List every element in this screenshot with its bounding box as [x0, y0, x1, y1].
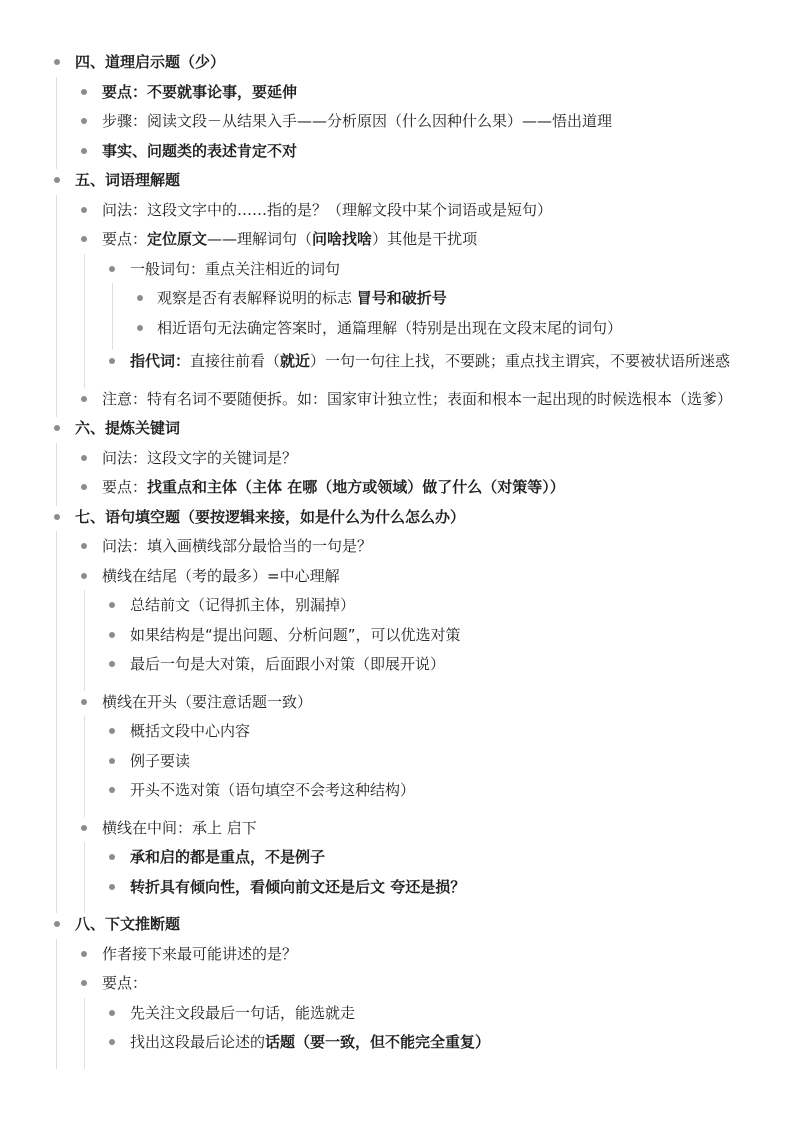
bullet-dot-icon	[81, 951, 87, 957]
bullet-dot-icon	[81, 980, 87, 986]
outline-item-row	[0, 535, 800, 565]
outline-item-level-2	[0, 1031, 800, 1061]
bullet-dot-icon	[109, 266, 115, 272]
outline-item-row	[0, 199, 800, 229]
emphasis-text: 定位原文	[147, 230, 208, 248]
outline-item-row	[0, 258, 800, 288]
outline-item-row	[0, 1002, 800, 1032]
outline-item-row	[0, 565, 800, 595]
plain-text: ）一句一句往上找，不要跳；重点找主谓宾，不要被状语所迷惑	[310, 352, 731, 370]
outline-item-level-2	[0, 750, 800, 780]
outline-item-level-2	[0, 258, 800, 351]
outline-item-row	[0, 110, 800, 140]
outline-item-text	[102, 691, 758, 713]
outline-item-text	[130, 653, 758, 675]
outline-item-level-0	[0, 169, 800, 417]
outline-item-level-1	[0, 565, 800, 691]
outline-item-level-1	[0, 81, 800, 111]
outline-item-level-2	[0, 653, 800, 683]
outline-item-level-2	[0, 876, 800, 906]
plain-text: 开头不选对策（语句填空不会考这种结构）	[130, 781, 416, 799]
emphasis-text: 承和启的都是重点，不是例子	[130, 848, 326, 866]
outline-item-row	[0, 720, 800, 750]
outline-item-text	[130, 350, 758, 372]
outline-item-row	[0, 1031, 800, 1061]
outline-item-text	[102, 81, 758, 103]
emphasis-text: 六、提炼关键词	[75, 419, 181, 437]
bullet-dot-icon	[109, 661, 115, 667]
bullet-dot-icon	[81, 825, 87, 831]
outline-children	[0, 1002, 800, 1069]
outline-item-row	[0, 876, 800, 906]
outline-item-row	[0, 388, 800, 418]
outline-children	[0, 81, 800, 170]
outline-item-level-2	[0, 846, 800, 876]
outline-item-text	[75, 506, 758, 528]
outline-item-row	[0, 624, 800, 654]
outline-item-text	[102, 228, 758, 250]
outline-item-row	[0, 317, 800, 347]
plain-text: 要点：	[102, 478, 148, 496]
bullet-dot-icon	[109, 787, 115, 793]
outline-item-level-0	[0, 506, 800, 914]
emphasis-text: 要点：不要就事论事，要延伸	[102, 82, 298, 101]
outline-item-text	[102, 972, 758, 994]
outline-item-text	[130, 876, 758, 898]
bullet-dot-icon	[81, 699, 87, 705]
bullet-dot-icon	[109, 758, 115, 764]
outline-item-text	[130, 1002, 758, 1024]
bullet-dot-icon	[54, 59, 60, 65]
plain-text: 总结前文（记得抓主体，别漏掉）	[130, 596, 356, 614]
outline-item-row	[0, 350, 800, 380]
outline-item-level-1	[0, 476, 800, 506]
plain-text: 横线在中间：承上 启下	[102, 818, 257, 837]
outline-item-level-0	[0, 51, 800, 169]
outline-item-row	[0, 653, 800, 683]
bullet-dot-icon	[81, 236, 87, 242]
outline-item-row	[0, 476, 800, 506]
emphasis-text: 话题（要一致，但不能完全重复）	[265, 1033, 491, 1051]
plain-text: 横线在结尾（考的最多）=中心理解	[102, 566, 340, 585]
plain-text: 最后一句是大对策，后面跟小对策（即展开说）	[130, 655, 446, 673]
outline-item-text	[102, 817, 758, 839]
outline-children	[0, 720, 800, 817]
emphasis-text: 就近	[280, 352, 311, 370]
plain-text: 问法：这段文字的关键词是？	[102, 448, 298, 467]
plain-text: 如果结构是“提出问题、分析问题”，可以优选对策	[130, 625, 461, 644]
plain-text: 步骤：阅读文段－从结果入手——分析原因（什么因种什么果）——悟出道理	[102, 112, 613, 130]
outline-item-level-1	[0, 388, 800, 418]
bullet-dot-icon	[81, 396, 87, 402]
outline-item-level-1	[0, 199, 800, 229]
bullet-dot-icon	[81, 455, 87, 461]
outline-item-row	[0, 750, 800, 780]
plain-text: 找出这段最后论述的	[130, 1033, 266, 1051]
outline-item-level-2	[0, 350, 800, 380]
outline-item-text	[102, 140, 758, 162]
outline-item-row	[0, 779, 800, 809]
outline-item-text	[102, 199, 758, 221]
bullet-dot-icon	[81, 207, 87, 213]
outline-children	[0, 258, 800, 388]
outline-item-row	[0, 972, 800, 1002]
outline-children	[0, 447, 800, 506]
outline-item-text	[102, 447, 758, 469]
outline-item-row	[0, 817, 800, 847]
bullet-dot-icon	[137, 295, 143, 301]
bullet-dot-icon	[81, 89, 87, 95]
plain-text: 一般词句：重点关注相近的词句	[130, 259, 341, 278]
outline-item-level-3	[0, 317, 800, 347]
outline-item-text	[102, 476, 758, 498]
outline-item-row	[0, 417, 800, 447]
bullet-dot-icon	[109, 884, 115, 890]
emphasis-text: 指代词：	[130, 352, 191, 370]
outline-item-row	[0, 169, 800, 199]
bullet-dot-icon	[54, 177, 60, 183]
plain-text: ）其他是干扰项	[372, 230, 478, 248]
outline-item-row	[0, 691, 800, 721]
emphasis-text: 冒号和破折号	[356, 289, 447, 307]
bullet-dot-icon	[81, 148, 87, 154]
outline-item-text	[130, 1031, 758, 1053]
outline-item-level-2	[0, 594, 800, 624]
plain-text: 注意：特有名词不要随便拆。如：国家审计独立性；表面和根本一起出现的时候选根本（选爹）	[102, 389, 733, 408]
plain-text: 要点：	[102, 974, 148, 992]
outline-item-level-2	[0, 779, 800, 809]
outline-item-level-1	[0, 972, 800, 1069]
bullet-dot-icon	[81, 118, 87, 124]
outline-children	[0, 943, 800, 1069]
outline-item-text	[130, 594, 758, 616]
bullet-dot-icon	[54, 921, 60, 927]
bullet-dot-icon	[54, 514, 60, 520]
outline-item-level-1	[0, 691, 800, 817]
outline-item-text	[130, 846, 758, 868]
outline-item-level-1	[0, 110, 800, 140]
outline-item-row	[0, 506, 800, 536]
outline-item-row	[0, 594, 800, 624]
outline-item-level-1	[0, 447, 800, 477]
outline-item-row	[0, 51, 800, 81]
bullet-dot-icon	[109, 728, 115, 734]
outline-item-row	[0, 943, 800, 973]
outline-children	[0, 535, 800, 913]
outline-item-level-2	[0, 720, 800, 750]
plain-text: 先关注文段最后一句话，能选就走	[130, 1003, 356, 1022]
emphasis-text: 七、语句填空题（要按逻辑来接，如是什么为什么怎么办）	[75, 507, 466, 526]
plain-text: 观察是否有表解释说明的标志	[157, 289, 357, 307]
plain-text: 相近语句无法确定答案时，通篇理解（特别是出现在文段末尾的词句）	[157, 318, 623, 337]
outline-item-text	[130, 624, 758, 646]
outline-item-text	[130, 779, 758, 801]
bullet-dot-icon	[109, 1039, 115, 1045]
bullet-dot-icon	[81, 484, 87, 490]
outline-children	[0, 846, 800, 913]
outline-item-level-0	[0, 417, 800, 506]
emphasis-text: 事实、问题类的表述肯定不对	[102, 141, 298, 160]
outline-item-text	[75, 51, 758, 73]
emphasis-text: 四、道理启示题（少）	[75, 53, 226, 71]
outline-item-level-1	[0, 817, 800, 914]
outline-item-text	[102, 110, 758, 132]
plain-text: 概括文段中心内容	[130, 722, 251, 740]
bullet-dot-icon	[109, 632, 115, 638]
bullet-dot-icon	[81, 573, 87, 579]
plain-text: 例子要读	[130, 751, 191, 770]
outline-item-row	[0, 228, 800, 258]
outline-item-row	[0, 913, 800, 943]
outline-item-text	[157, 317, 758, 339]
bullet-dot-icon	[109, 1010, 115, 1016]
outline-item-level-1	[0, 943, 800, 973]
plain-text: 问法：填入画横线部分最恰当的一句是？	[102, 537, 373, 555]
bullet-dot-icon	[109, 358, 115, 364]
outline-item-text	[102, 388, 758, 410]
emphasis-text: 转折具有倾向性，看倾向前文还是后文 夸还是损？	[130, 877, 466, 896]
outline-item-level-2	[0, 624, 800, 654]
outline-item-text	[75, 913, 758, 935]
plain-text: 作者接下来最可能讲述的是？	[102, 944, 298, 963]
outline-item-text	[157, 287, 758, 309]
emphasis-text: 找重点和主体（主体 在哪（地方或领域）做了什么（对策等））	[147, 478, 565, 496]
outline-children	[0, 594, 800, 691]
outline-item-text	[102, 565, 758, 587]
outline-item-level-1	[0, 228, 800, 388]
plain-text: 直接往前看（	[190, 352, 281, 370]
outline-item-text	[102, 943, 758, 965]
plain-text: ——理解词句（	[207, 230, 313, 248]
outline-item-row	[0, 447, 800, 477]
emphasis-text: 问啥找啥	[312, 230, 373, 248]
emphasis-text: 五、词语理解题	[75, 171, 181, 189]
outline-item-level-3	[0, 287, 800, 317]
outline-item-row	[0, 846, 800, 876]
plain-text: 要点：	[102, 230, 148, 248]
outline-item-level-2	[0, 1002, 800, 1032]
bullet-dot-icon	[109, 602, 115, 608]
outline-item-level-1	[0, 535, 800, 565]
outline-item-level-0	[0, 913, 800, 1069]
outline-item-text	[130, 258, 758, 280]
outline-item-row	[0, 81, 800, 111]
outline-item-text	[75, 417, 758, 439]
bullet-dot-icon	[137, 325, 143, 331]
outline-item-text	[102, 535, 758, 557]
outline-item-row	[0, 140, 800, 170]
plain-text: 问法：这段文字中的……指的是？（理解文段中某个词语或是短句）	[102, 200, 553, 219]
outline-item-text	[130, 750, 758, 772]
outline-children	[0, 199, 800, 418]
bullet-dot-icon	[81, 543, 87, 549]
bullet-dot-icon	[109, 854, 115, 860]
bullet-dot-icon	[54, 425, 60, 431]
plain-text: 横线在开头（要注意话题一致）	[102, 692, 313, 711]
outline-item-text	[130, 720, 758, 742]
outline-item-text	[75, 169, 758, 191]
outline-item-level-1	[0, 140, 800, 170]
emphasis-text: 八、下文推断题	[75, 915, 181, 933]
outline-item-row	[0, 287, 800, 317]
outline-children	[0, 287, 800, 350]
